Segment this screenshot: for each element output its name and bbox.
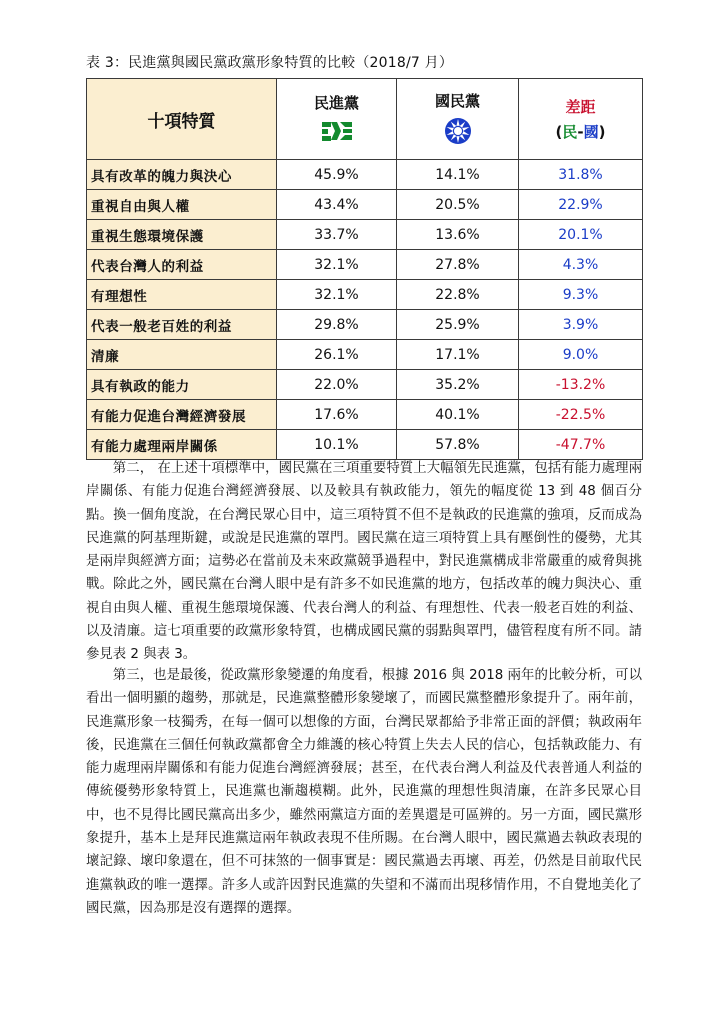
feature-cell: 有能力促進台灣經濟發展 [87, 400, 277, 430]
feature-cell: 重視生態環境保護 [87, 220, 277, 250]
dpp-value-cell: 32.1% [277, 280, 397, 310]
feature-cell: 具有執政的能力 [87, 370, 277, 400]
gap-kmt-abbr: 國 [583, 123, 599, 141]
paragraph-second-point [86, 457, 642, 667]
gap-value-cell: 22.9% [519, 190, 643, 220]
paragraph-text: 第三，也是最後，從政黨形象變遷的角度看，根據 2016 與 2018 兩年的比較分析，可以看出一個明顯的趨勢，那就是，民進黨整體形象變壞了，而國民黨整體形象提升了。兩年前，民進黨形象一枝獨秀，在每一個可以想像的方面，台灣民眾都給予非常正面的評價；執政兩年後，民進黨在三個任何執政黨都會全力維護的核心特質上失去人民的信心，包括執政能力、有能力處理兩岸關係和有能力促進台灣經濟發展；甚至，在代表台灣人利益及代表普通人利益的傳統優勢形象特質上，民進黨也漸趨模糊。此外，民進黨的理想性與清廉，在許多民眾心目中，也不見得比國民黨高出多少，雖然兩黨這方面的差異還是可區辨的。另一方面，國民黨形象提升，基本上是拜民進黨這兩年執政表現不佳所賜。在台灣人眼中，國民黨過去執政表現的壞記錄、壞印象還在，但不可抹煞的一個事實是：國民黨過去再壞、再差，仍然是目前取代民進黨執政的唯一選擇。許多人或許因對民進黨的失望和不滿而出現移情作用，不自覺地美化了國民黨，因為那是沒有選擇的選擇。 [86, 668, 642, 916]
gap-value-cell: -22.5% [519, 400, 643, 430]
header-kmt [397, 79, 519, 160]
header-dpp [277, 79, 397, 160]
dpp-value-cell: 33.7% [277, 220, 397, 250]
kmt-value-cell: 17.1% [397, 340, 519, 370]
feature-cell: 有能力處理兩岸關係 [87, 430, 277, 460]
table-row [87, 430, 643, 460]
kmt-emblem-icon [444, 117, 472, 149]
dpp-value-cell: 45.9% [277, 160, 397, 190]
dpp-value-cell: 26.1% [277, 340, 397, 370]
dpp-value-cell: 22.0% [277, 370, 397, 400]
table-row [87, 190, 643, 220]
header-dpp-label: 民進黨 [313, 93, 359, 112]
header-kmt-label: 國民黨 [434, 91, 480, 110]
gap-value-cell: 4.3% [519, 250, 643, 280]
gap-value-cell: 31.8% [519, 160, 643, 190]
gap-close-paren: ) [598, 123, 606, 141]
gap-value-cell: 9.0% [519, 340, 643, 370]
kmt-value-cell: 14.1% [397, 160, 519, 190]
kmt-value-cell: 27.8% [397, 250, 519, 280]
gap-value-cell: 3.9% [519, 310, 643, 340]
header-gap [519, 79, 643, 160]
header-feature: 十項特質 [87, 79, 277, 160]
gap-open-paren: ( [555, 123, 563, 141]
kmt-value-cell: 20.5% [397, 190, 519, 220]
gap-value-cell: -47.7% [519, 430, 643, 460]
table-row [87, 370, 643, 400]
gap-dpp-abbr: 民 [562, 123, 578, 141]
dpp-value-cell: 43.4% [277, 190, 397, 220]
feature-cell: 清廉 [87, 340, 277, 370]
table-row [87, 400, 643, 430]
comparison-table [86, 78, 643, 460]
gap-value-cell: 9.3% [519, 280, 643, 310]
table-row [87, 250, 643, 280]
table-row [87, 280, 643, 310]
paragraph-text: 第二， 在上述十項標準中，國民黨在三項重要特質上大幅領先民進黨，包括有能力處理兩岸關係、有能力促進台灣經濟發展、以及較具有執政能力，領先的幅度從 13 到 48 個百分點。換一個角度說，在台灣民眾心目中，這三項特質不但不是執政的民進黨的強項，反而成為民進黨的阿基理斯鍵，或說是民進黨的罩門。國民黨在這三項特質上具有壓倒性的優勢，尤其是兩岸與經濟方面；這勢必在當前及未來政黨競爭過程中，對民進黨構成非常嚴重的威脅與挑戰。除此之外，國民黨在台灣人眼中是有許多不如民進黨的地方，包括改革的魄力與決心、重視自由與人權、重視生態環境保護、代表台灣人的利益、有理想性、代表一般老百姓的利益、以及清廉。這七項重要的政黨形象特質，也構成國民黨的弱點與罩門，儘管程度有所不同。請參見表 2 與表 3。 [86, 461, 642, 663]
feature-cell: 具有改革的魄力與決心 [87, 160, 277, 190]
table-row [87, 340, 643, 370]
dpp-value-cell: 17.6% [277, 400, 397, 430]
table-header-row [87, 79, 643, 160]
dpp-logo-icon [320, 119, 354, 147]
feature-cell: 代表台灣人的利益 [87, 250, 277, 280]
paragraph-third-point [86, 664, 642, 920]
header-gap-sub [556, 121, 606, 142]
gap-dash: - [577, 123, 584, 141]
header-gap-label: 差距 [565, 98, 596, 116]
dpp-value-cell: 29.8% [277, 310, 397, 340]
table-row [87, 310, 643, 340]
kmt-value-cell: 22.8% [397, 280, 519, 310]
feature-cell: 重視自由與人權 [87, 190, 277, 220]
table-row [87, 160, 643, 190]
dpp-value-cell: 32.1% [277, 250, 397, 280]
gap-value-cell: -13.2% [519, 370, 643, 400]
table-row [87, 220, 643, 250]
kmt-value-cell: 35.2% [397, 370, 519, 400]
kmt-value-cell: 57.8% [397, 430, 519, 460]
table-caption: 表 3：民進黨與國民黨政黨形象特質的比較（2018/7 月） [86, 55, 454, 71]
gap-value-cell: 20.1% [519, 220, 643, 250]
kmt-value-cell: 25.9% [397, 310, 519, 340]
kmt-value-cell: 13.6% [397, 220, 519, 250]
feature-cell: 有理想性 [87, 280, 277, 310]
dpp-value-cell: 10.1% [277, 430, 397, 460]
kmt-value-cell: 40.1% [397, 400, 519, 430]
feature-cell: 代表一般老百姓的利益 [87, 310, 277, 340]
